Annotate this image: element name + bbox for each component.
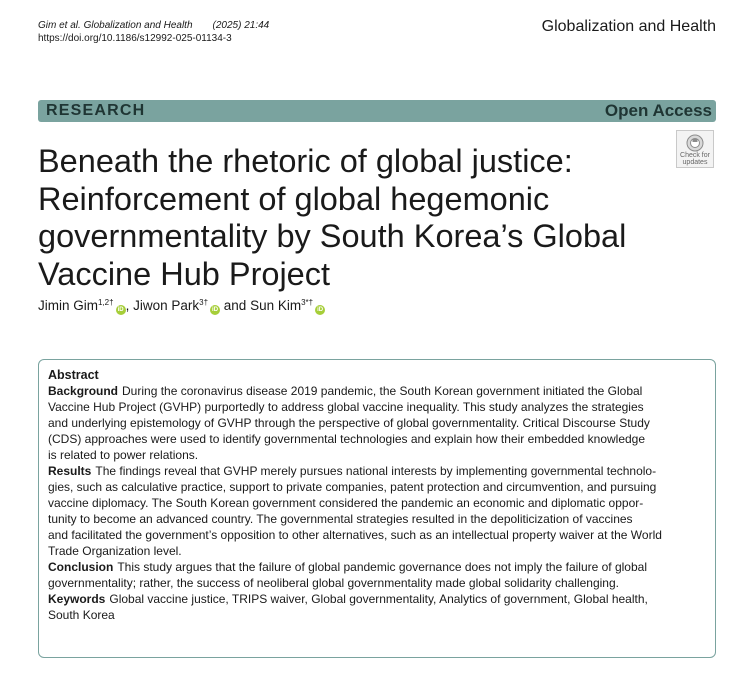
- orcid-icon[interactable]: iD: [117, 307, 124, 313]
- crossmark-icon: [686, 134, 704, 152]
- results-text: The findings reveal that GVHP merely pursues national interests by implementing governmental technolo-: [95, 464, 657, 478]
- abstract-line: [48, 591, 706, 607]
- title-line: Beneath the rhetoric of global justice:: [38, 143, 573, 179]
- abstract-conclusion: [48, 559, 706, 591]
- abstract-line: vaccine diplomacy. The South Korean government considered the pandemic an economic and diplomatic oppor-: [48, 496, 644, 510]
- citation-block: [38, 19, 269, 45]
- article-title: [38, 143, 678, 293]
- author-affiliation: 1,2†: [98, 298, 114, 307]
- abstract-keywords: [48, 591, 706, 623]
- abstract-line: is related to power relations.: [48, 448, 199, 462]
- results-label: Results: [48, 464, 92, 478]
- badge-line-2: updates: [682, 159, 708, 166]
- citation-year: (2025) 21:44: [212, 20, 270, 31]
- conclusion-text: This study argues that the failure of global pandemic governance does not imply the failure of global: [117, 560, 647, 574]
- background-label: Background: [48, 384, 119, 398]
- author-name[interactable]: Sun Kim: [250, 298, 302, 313]
- section-banner: [38, 100, 716, 122]
- abstract-background: [48, 383, 706, 463]
- author-separator: ,: [125, 298, 134, 313]
- author-affiliation: 3*†: [301, 298, 314, 307]
- open-access-label: Open Access: [604, 101, 712, 120]
- title-line: Reinforcement of global hegemonic: [38, 180, 550, 217]
- abstract-line: Trade Organization level.: [48, 544, 182, 558]
- title-line: governmentality by South Korea’s Global: [38, 218, 627, 254]
- doi-link[interactable]: https://doi.org/10.1186/s12992-025-01134-3: [38, 33, 232, 44]
- keywords-text: Global vaccine justice, TRIPS waiver, Global governmentality, Analytics of government, Global health,: [109, 592, 648, 606]
- abstract-line: South Korea: [48, 608, 115, 622]
- section-label: RESEARCH: [46, 102, 146, 119]
- abstract-line: and underlying epistemology of GVHP through the perspective of global governmentality. Critical Discourse Study: [48, 416, 650, 430]
- author-name[interactable]: Jiwon Park: [133, 298, 200, 313]
- check-for-updates-badge[interactable]: [676, 130, 714, 168]
- abstract-line: and facilitated the government’s opposition to other alternatives, such as an intellectual property waiver at the World: [48, 528, 662, 542]
- badge-line-1: Check for: [680, 152, 710, 159]
- orcid-icon[interactable]: iD: [317, 307, 324, 313]
- author-list: [38, 298, 325, 315]
- keywords-label: Keywords: [48, 592, 106, 606]
- abstract-box: [38, 359, 716, 658]
- citation-journal: Gim et al. Globalization and Health: [38, 20, 193, 31]
- citation-line: [38, 19, 269, 32]
- author-name[interactable]: Jimin Gim: [38, 298, 98, 313]
- abstract-line: [48, 463, 706, 479]
- abstract-heading: Abstract: [48, 368, 99, 382]
- background-text: During the coronavirus disease 2019 pandemic, the South Korean government initiated the Global: [122, 384, 643, 398]
- conclusion-label: Conclusion: [48, 560, 114, 574]
- abstract-results: [48, 463, 706, 559]
- abstract-line: gies, such as calculative practice, support to private companies, patent protection and circumvention, and pursuing: [48, 480, 657, 494]
- journal-name: Globalization and Health: [541, 18, 716, 35]
- abstract-line: Vaccine Hub Project (GVHP) purportedly to address global vaccine inequality. This study analyzes the strategies: [48, 400, 644, 414]
- orcid-icon[interactable]: iD: [212, 307, 219, 313]
- abstract-line: [48, 559, 706, 575]
- author-affiliation: 3†: [199, 298, 209, 307]
- abstract-line: tunity to become an advanced country. The governmental strategies resulted in the depoliticization of vaccines: [48, 512, 633, 526]
- abstract-line: (CDS) approaches were used to identify governmental technologies and explain how their embedded knowledge: [48, 432, 646, 446]
- abstract-line: [48, 383, 706, 399]
- title-line: Vaccine Hub Project: [38, 255, 331, 292]
- author-separator: and: [220, 298, 251, 313]
- abstract-line: governmentality; rather, the success of neoliberal global governmentality made global solidarity challenging.: [48, 576, 619, 590]
